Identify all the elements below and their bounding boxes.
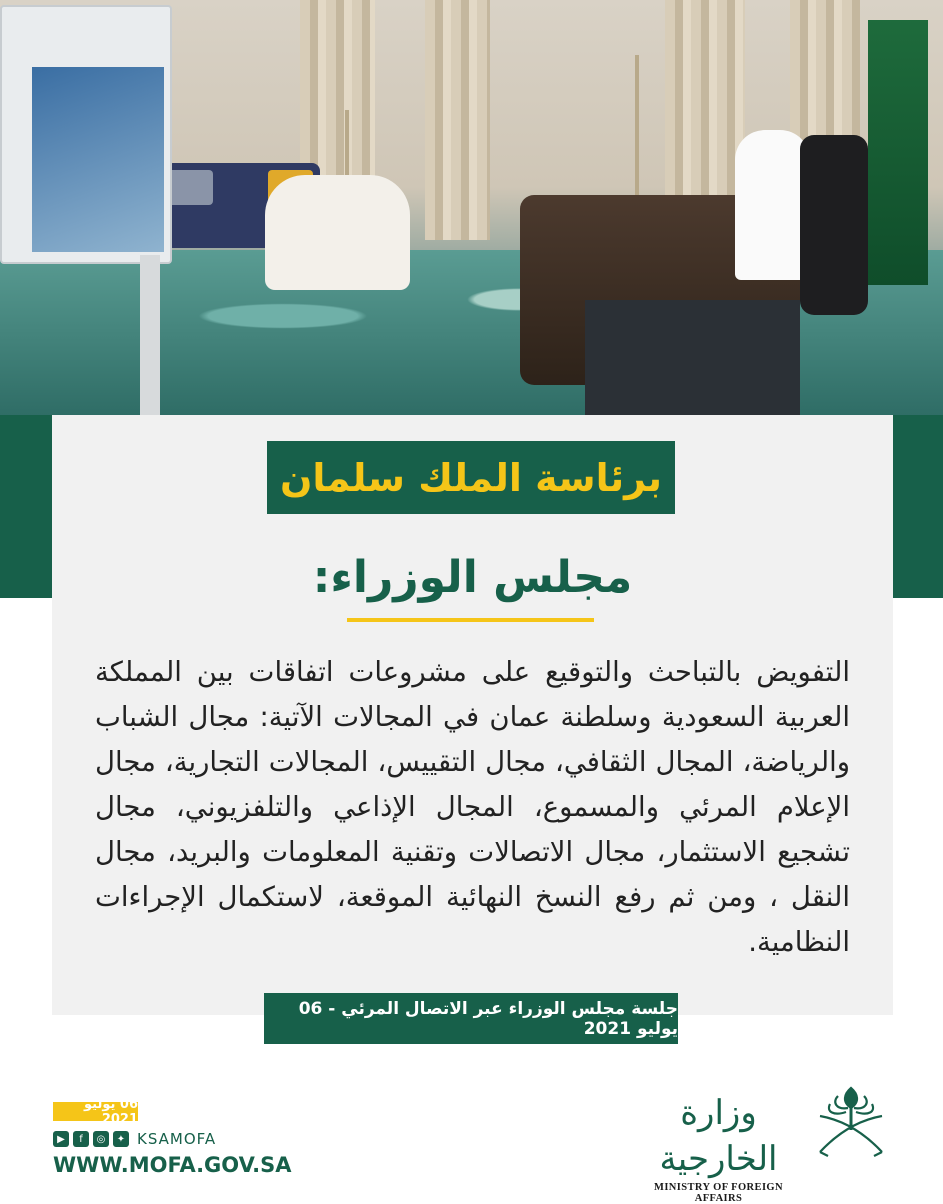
person <box>735 130 810 280</box>
video-screen <box>0 5 172 264</box>
body-text: التفويض بالتباحث والتوقيع على مشروعات اتفاقات بين المملكة العربية السعودية وسلطنة عمان في المجالات الآتية: مجال الشباب والرياضة، المجال الثقافي، مجال التقييس، المجالات التجارية، مجال الإعلام المرئي والمسموع، المجال الإذاعي والتلفزيوني، مجال تشجيع الاستثمار، مجال الاتصالات وتقنية المعلومات والبريد، مجال النقل ، ومن ثم رفع النسخ النهائية الموقعة، لاستكمال الإجراءات النظامية. <box>95 656 850 958</box>
ministry-name-ar: وزارة الخارجية <box>659 1093 778 1179</box>
office-chair <box>800 135 868 315</box>
green-band-right <box>893 415 943 598</box>
flag <box>868 20 928 285</box>
header-photo <box>0 0 943 415</box>
social-links <box>53 1128 216 1150</box>
instagram-icon[interactable]: ◎ <box>93 1131 109 1147</box>
armchair <box>265 175 410 290</box>
date-badge: 06 يوليو 2021 <box>53 1102 138 1121</box>
youtube-icon[interactable]: ▶ <box>53 1131 69 1147</box>
green-band-left <box>0 415 52 598</box>
caption-box <box>264 993 678 1044</box>
cushion <box>168 170 213 205</box>
title-underline <box>347 618 594 622</box>
facebook-icon[interactable]: f <box>73 1131 89 1147</box>
twitter-icon[interactable]: ✦ <box>113 1131 129 1147</box>
headline: برئاسة الملك سلمان <box>279 455 663 500</box>
curtain <box>425 0 490 240</box>
floor-lamp <box>635 55 639 215</box>
saudi-emblem-icon <box>808 1082 894 1162</box>
ministry-logo <box>636 1090 801 1204</box>
website-link[interactable]: WWW.MOFA.GOV.SA <box>53 1153 292 1177</box>
headline-box <box>267 441 675 514</box>
section-title: مجلس الوزراء: <box>312 552 633 603</box>
screen-stand <box>140 255 160 415</box>
ministry-name-en: MINISTRY OF FOREIGN AFFAIRS <box>654 1182 783 1204</box>
desk-base <box>585 300 800 415</box>
social-handle[interactable]: KSAMOFA <box>137 1130 217 1148</box>
caption: جلسة مجلس الوزراء عبر الاتصال المرئي - 06 يوليو 2021 <box>298 998 678 1039</box>
